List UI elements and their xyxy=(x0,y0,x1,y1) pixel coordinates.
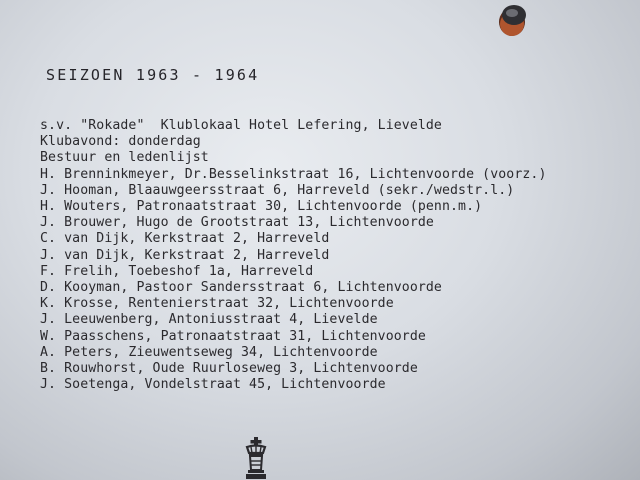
push-pin-icon xyxy=(497,2,531,40)
member-line: J. Soetenga, Vondelstraat 45, Lichtenvoorde xyxy=(40,377,386,393)
member-list xyxy=(40,118,547,393)
member-line: H. Wouters, Patronaatstraat 30, Lichtenvoorde (penn.m.) xyxy=(40,199,483,215)
member-line: J. Leeuwenberg, Antoniusstraat 4, Lievelde xyxy=(40,312,378,328)
member-line: F. Frelih, Toebeshof 1a, Harreveld xyxy=(40,263,314,279)
member-line: W. Paasschens, Patronaatstraat 31, Lichtenvoorde xyxy=(40,328,426,344)
member-line: J. van Dijk, Kerkstraat 2, Harreveld xyxy=(40,247,330,263)
club-evening-line: Klubavond: donderdag xyxy=(40,134,201,150)
member-line: D. Kooyman, Pastoor Sandersstraat 6, Lichtenvoorde xyxy=(40,280,442,296)
member-line: J. Brouwer, Hugo de Grootstraat 13, Lichtenvoorde xyxy=(40,215,434,231)
member-line: K. Krosse, Rentenierstraat 32, Lichtenvoorde xyxy=(40,296,394,312)
chess-king-icon xyxy=(240,436,272,480)
member-line: J. Hooman, Blaauwgeersstraat 6, Harreveld (sekr./wedstr.l.) xyxy=(40,182,515,198)
member-line: A. Peters, Zieuwentseweg 34, Lichtenvoorde xyxy=(40,344,378,360)
season-title: SEIZOEN 1963 - 1964 xyxy=(46,66,260,84)
member-line: B. Rouwhorst, Oude Ruurloseweg 3, Lichtenvoorde xyxy=(40,361,418,377)
club-info-line: s.v. "Rokade" Klublokaal Hotel Lefering, Lievelde xyxy=(40,118,442,133)
member-line: H. Brenninkmeyer, Dr.Besselinkstraat 16, Lichtenvoorde (voorz.) xyxy=(40,166,547,182)
member-line: C. van Dijk, Kerkstraat 2, Harreveld xyxy=(40,231,330,247)
section-heading: Bestuur en ledenlijst xyxy=(40,150,209,166)
